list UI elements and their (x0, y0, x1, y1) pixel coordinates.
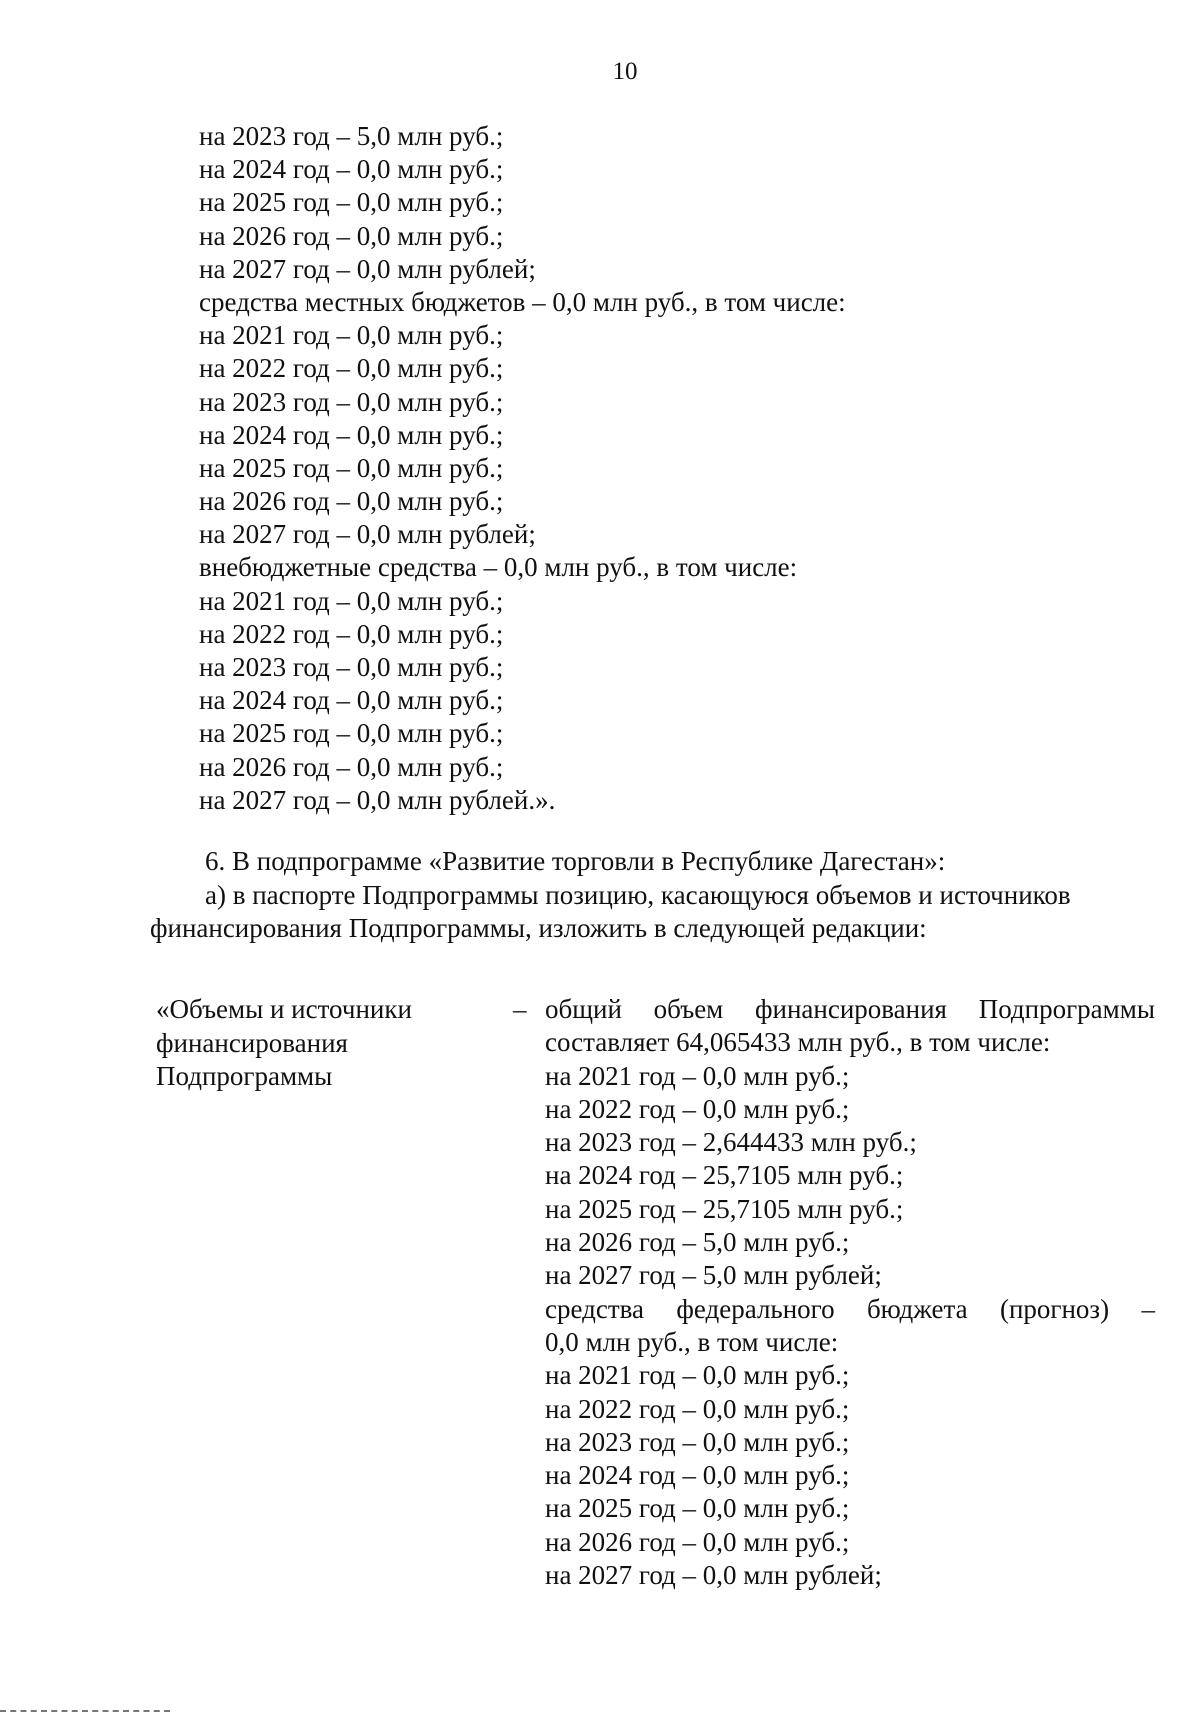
list-item: на 2023 год – 0,0 млн руб.; (545, 1426, 850, 1457)
list-item: на 2023 год – 5,0 млн руб.; (199, 121, 504, 151)
list-item: на 2027 год – 0,0 млн рублей; (545, 1560, 882, 1591)
list-item: на 2024 год – 0,0 млн руб.; (199, 685, 504, 716)
list-item: на 2022 год – 0,0 млн руб.; (545, 1093, 850, 1124)
passport-label-line: финансирования (156, 1027, 348, 1058)
list-item: на 2023 год – 0,0 млн руб.; (199, 386, 504, 417)
federal-amount-line: 0,0 млн руб., в том числе: (545, 1326, 839, 1357)
extrabudgetary-heading: внебюджетные средства – 0,0 млн руб., в том числе: (199, 552, 798, 583)
word: финансирования (755, 994, 947, 1024)
list-item: на 2023 год – 2,644433 млн руб.; (545, 1127, 917, 1158)
list-item: на 2024 год – 0,0 млн руб.; (199, 154, 504, 185)
section-6-heading: 6. В подпрограмме «Развитие торговли в Республике Дагестан»: (205, 846, 946, 876)
word: средства (545, 1293, 645, 1324)
local-budget-heading: средства местных бюджетов – 0,0 млн руб., в том числе: (199, 286, 846, 317)
list-item: на 2021 год – 0,0 млн руб.; (199, 320, 504, 351)
passport-label (156, 993, 496, 1094)
passport-label-line: Подпрограммы (156, 1061, 333, 1091)
list-item: на 2026 год – 0,0 млн руб.; (199, 751, 504, 782)
funding-list-continued (199, 120, 999, 817)
word: общий (545, 994, 622, 1024)
list-item: на 2026 год – 5,0 млн руб.; (545, 1227, 850, 1258)
list-item: на 2027 год – 0,0 млн рублей; (199, 253, 536, 284)
list-item: на 2026 год – 0,0 млн руб.; (199, 220, 504, 251)
passport-label-line: «Объемы и источники (156, 994, 412, 1024)
list-item: на 2027 год – 5,0 млн рублей; (545, 1260, 882, 1291)
list-item: на 2025 год – 0,0 млн руб.; (199, 452, 504, 483)
word: – (1141, 1293, 1155, 1324)
list-item: на 2022 год – 0,0 млн руб.; (545, 1393, 850, 1424)
list-item: на 2024 год – 0,0 млн руб.; (199, 419, 504, 450)
word: (прогноз) (999, 1293, 1110, 1324)
word: бюджета (866, 1293, 968, 1324)
list-item: на 2022 год – 0,0 млн руб.; (199, 353, 504, 384)
list-item: на 2025 год – 0,0 млн руб.; (545, 1493, 850, 1524)
list-item: на 2021 год – 0,0 млн руб.; (545, 1060, 850, 1091)
list-item: на 2025 год – 0,0 млн руб.; (199, 187, 504, 218)
list-item: на 2021 год – 0,0 млн руб.; (199, 585, 504, 616)
list-item: на 2023 год – 0,0 млн руб.; (199, 652, 504, 682)
word: федерального (676, 1293, 835, 1324)
item-a-line-1: а) в паспорте Подпрограммы позицию, касающуюся объемов и источников (205, 879, 1071, 910)
list-item: на 2022 год – 0,0 млн руб.; (199, 618, 504, 649)
list-item: на 2025 год – 25,7105 млн руб.; (545, 1193, 904, 1224)
total-volume-line (545, 993, 1155, 1026)
total-amount-line: составляет 64,065433 млн руб., в том числе: (545, 1027, 1051, 1058)
page-number: 10 (612, 58, 638, 85)
list-item: на 2024 год – 25,7105 млн руб.; (545, 1160, 904, 1191)
section-6 (150, 845, 1130, 946)
list-item: на 2026 год – 0,0 млн руб.; (199, 486, 504, 517)
word: объем (653, 994, 724, 1024)
scan-edge-rule (0, 1710, 170, 1716)
list-item: на 2025 год – 0,0 млн руб.; (199, 718, 504, 749)
item-a-line-2: финансирования Подпрограммы, изложить в следующей редакции: (150, 913, 927, 943)
passport-dash: – (513, 994, 527, 1024)
passport-value (545, 993, 1155, 1592)
list-item: на 2024 год – 0,0 млн руб.; (545, 1460, 850, 1491)
list-item: на 2021 год – 0,0 млн руб.; (545, 1360, 850, 1391)
list-item: на 2026 год – 0,0 млн руб.; (545, 1526, 850, 1557)
list-item: на 2027 год – 0,0 млн рублей; (199, 519, 536, 550)
federal-budget-line (545, 1293, 1155, 1326)
word: Подпрограммы (978, 994, 1155, 1024)
list-item: на 2027 год – 0,0 млн рублей.». (199, 784, 556, 815)
